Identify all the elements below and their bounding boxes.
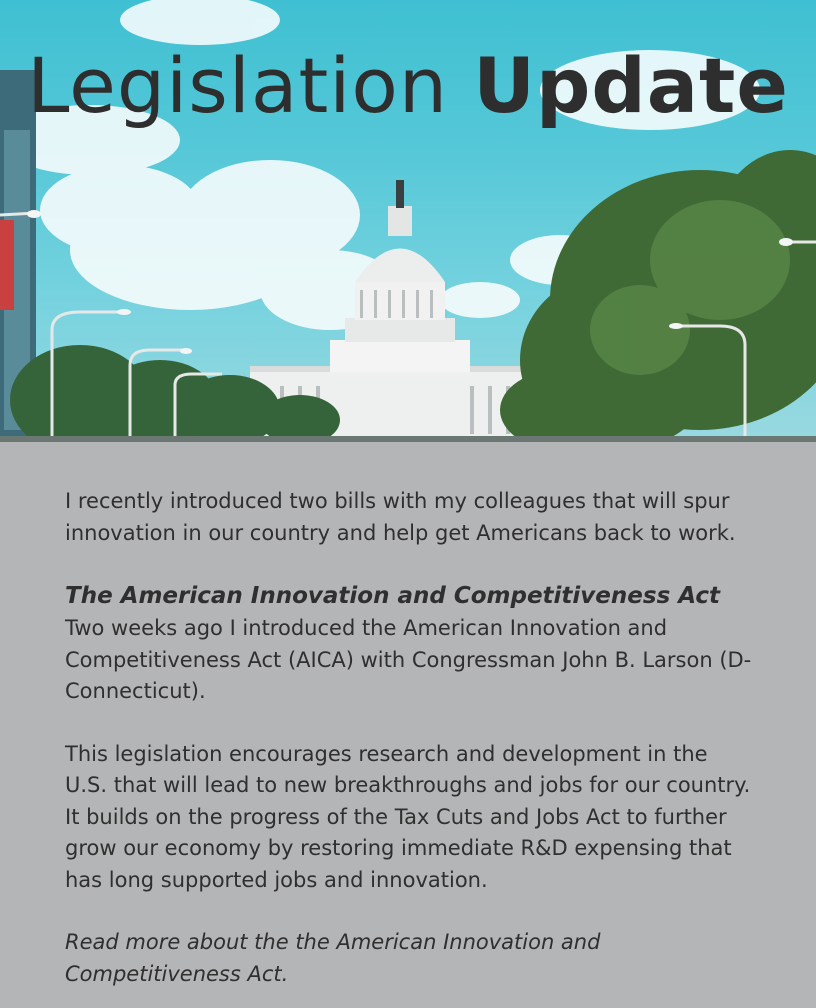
article-body <box>0 442 816 990</box>
intro-paragraph: I recently introduced two bills with my colleagues that will spur innovation in our country and help get Americans back to work. <box>65 489 736 545</box>
hero-title-light: Legislation <box>27 41 449 130</box>
hero-title-bold: Update <box>473 41 789 130</box>
read-more-link[interactable]: Read more about the the American Innovation and Competitiveness Act. <box>65 930 601 986</box>
hero-title <box>0 38 816 134</box>
hero-banner <box>0 0 816 442</box>
act-heading: The American Innovation and Competitiveness Act <box>65 583 720 609</box>
act-paragraph-1: Two weeks ago I introduced the American Innovation and Competitiveness Act (AICA) with Congressman John B. Larson (D-Connecticut). <box>65 616 752 703</box>
act-paragraph-2: This legislation encourages research and development in the U.S. that will lead to new breakthroughs and jobs for our country. It builds on the progress of the Tax Cuts and Jobs Act to further grow our economy by restoring immediate R&D expensing that has long supported jobs and innovation. <box>65 741 751 892</box>
